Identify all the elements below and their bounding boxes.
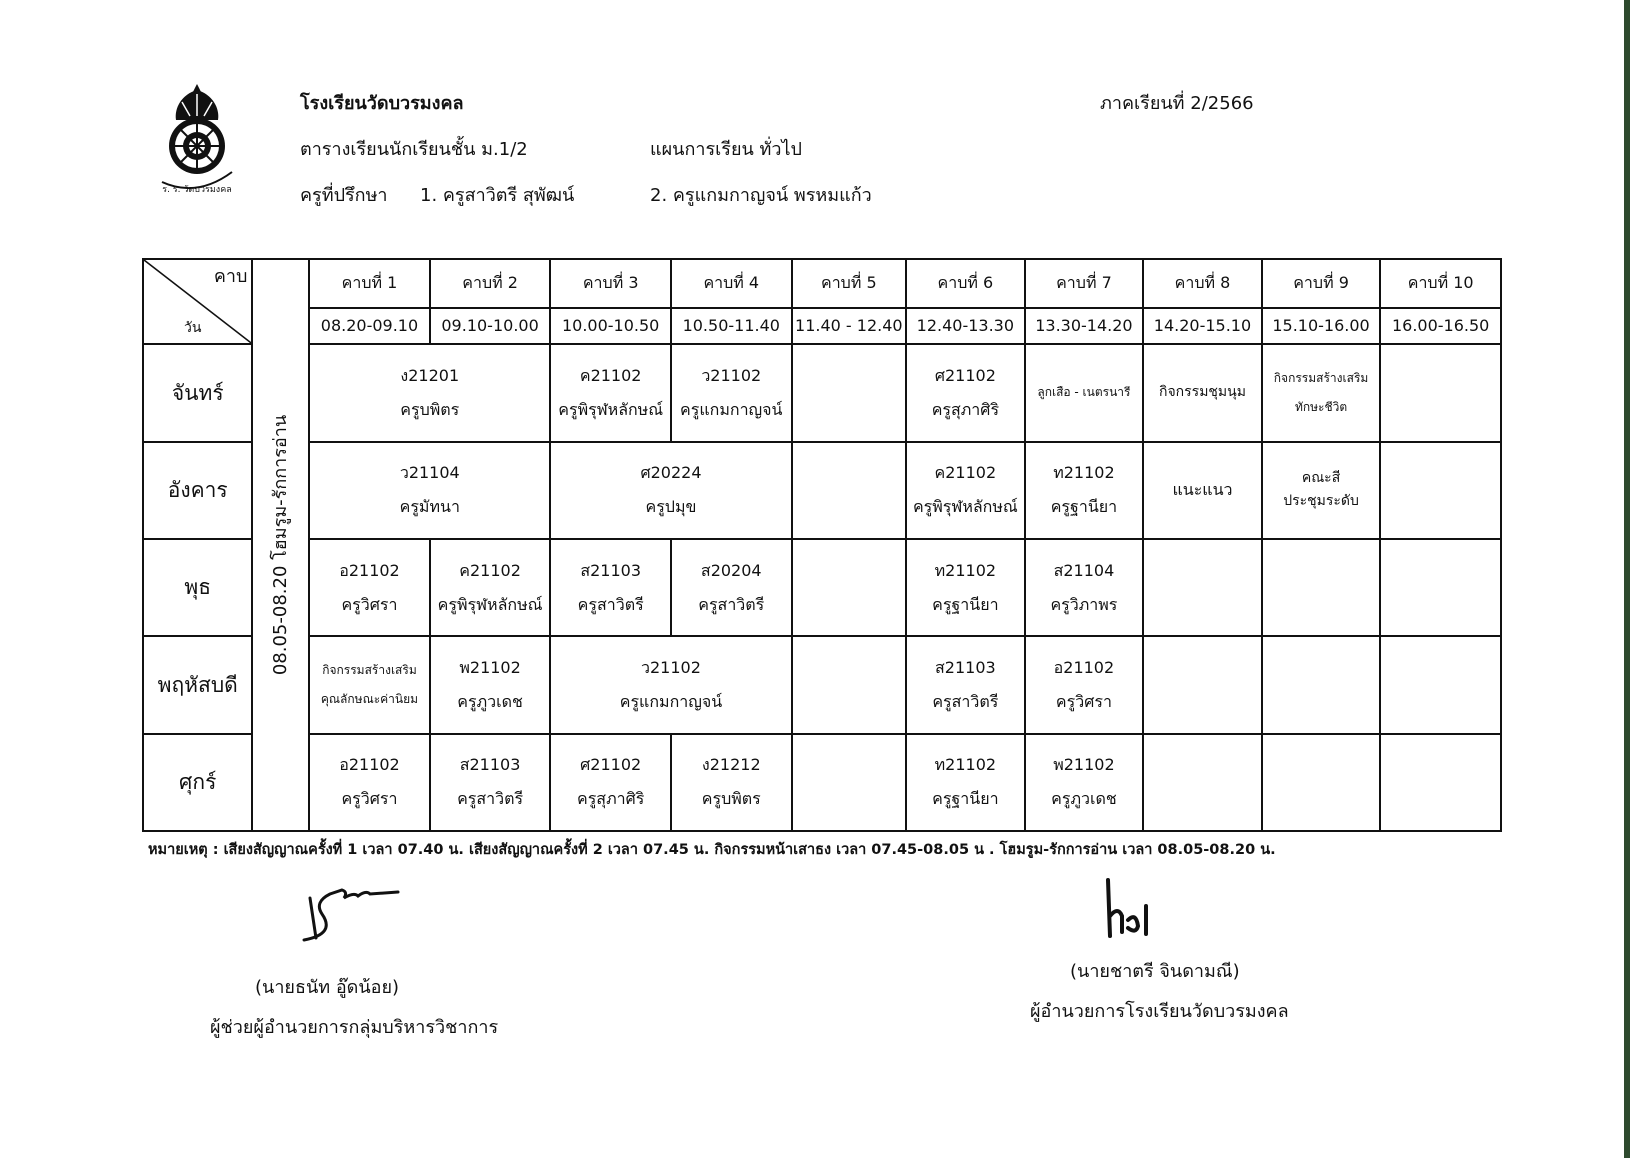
class-cell: ศ20224 ครูปมุข xyxy=(550,442,791,539)
empty-cell xyxy=(1143,636,1262,733)
activity-cell: กิจกรรมชุมนุม xyxy=(1143,344,1262,441)
empty-cell xyxy=(1143,539,1262,636)
period-header: คาบที่ 5 xyxy=(792,259,907,308)
period-header: คาบที่ 6 xyxy=(906,259,1025,308)
period-time: 09.10-10.00 xyxy=(430,308,551,345)
empty-cell xyxy=(1380,734,1501,831)
class-label: ตารางเรียนนักเรียนชั้น ม.1/2 xyxy=(300,139,528,160)
activity-cell: แนะแนว xyxy=(1143,442,1262,539)
class-cell: ว21102 ครูแกมกาญจน์ xyxy=(550,636,791,733)
empty-cell xyxy=(1143,734,1262,831)
empty-cell xyxy=(1262,636,1381,733)
activity-cell: กิจกรรมสร้างเสริม ทักษะชีวิต xyxy=(1262,344,1381,441)
empty-cell xyxy=(1380,344,1501,441)
class-cell: ง21212 ครูบพิตร xyxy=(671,734,792,831)
corner-period-label: คาบ xyxy=(213,266,248,287)
homeroom-label: 08.05-08.20 โฮมรูม-รักการอ่าน xyxy=(269,414,291,676)
class-cell: ค21102 ครูพิรุฬหลักษณ์ xyxy=(430,539,551,636)
left-signer-name: (นายธนัท อู๊ดน้อย) xyxy=(255,977,400,998)
period-header: คาบที่ 4 xyxy=(671,259,792,308)
period-header: คาบที่ 8 xyxy=(1143,259,1262,308)
activity-cell: ลูกเสือ - เนตรนารี xyxy=(1025,344,1144,441)
class-cell: พ21102 ครูภูวเดช xyxy=(430,636,551,733)
class-cell: ค21102 ครูพิรุฬหลักษณ์ xyxy=(550,344,671,441)
class-cell: ว21104 ครูมัทนา xyxy=(309,442,550,539)
left-signer-title: ผู้ช่วยผู้อำนวยการกลุ่มบริหารวิชาการ xyxy=(210,1017,499,1038)
activity-cell: คณะสี ประชุมระดับ xyxy=(1262,442,1381,539)
timetable xyxy=(142,258,1502,832)
plan-label: แผนการเรียน ทั่วไป xyxy=(650,139,802,160)
empty-cell xyxy=(1380,442,1501,539)
page-edge xyxy=(1624,0,1630,1158)
day-label: อังคาร xyxy=(143,442,252,539)
day-label: จันทร์ xyxy=(143,344,252,441)
day-label: พุธ xyxy=(143,539,252,636)
class-cell: พ21102 ครูภูวเดช xyxy=(1025,734,1144,831)
empty-cell xyxy=(792,442,907,539)
class-cell: ท21102 ครูฐานียา xyxy=(906,539,1025,636)
corner-day-label: วัน xyxy=(184,319,202,336)
signature-left xyxy=(296,884,402,948)
logo-text: ร. ร. วัดบวรมงคล xyxy=(162,185,232,195)
class-cell: ท21102 ครูฐานียา xyxy=(1025,442,1144,539)
empty-cell xyxy=(1380,539,1501,636)
class-cell: ง21201 ครูบพิตร xyxy=(309,344,550,441)
class-cell: อ21102 ครูวิศรา xyxy=(309,539,430,636)
day-label: ศุกร์ xyxy=(143,734,252,831)
period-time: 16.00-16.50 xyxy=(1380,308,1501,345)
period-header: คาบที่ 3 xyxy=(550,259,671,308)
class-cell: ศ21102 ครูสุภาศิริ xyxy=(906,344,1025,441)
class-cell: ท21102 ครูฐานียา xyxy=(906,734,1025,831)
period-header: คาบที่ 9 xyxy=(1262,259,1381,308)
empty-cell xyxy=(1380,636,1501,733)
empty-cell xyxy=(1262,734,1381,831)
period-header: คาบที่ 10 xyxy=(1380,259,1501,308)
class-cell: ส21103 ครูสาวิตรี xyxy=(430,734,551,831)
period-time: 13.30-14.20 xyxy=(1025,308,1144,345)
class-cell: ส21103 ครูสาวิตรี xyxy=(550,539,671,636)
term-label: ภาคเรียนที่ 2/2566 xyxy=(1100,93,1254,114)
class-cell: ค21102 ครูพิรุฬหลักษณ์ xyxy=(906,442,1025,539)
signature-right xyxy=(1100,876,1156,940)
class-cell: อ21102 ครูวิศรา xyxy=(1025,636,1144,733)
period-header: คาบที่ 1 xyxy=(309,259,430,308)
period-time: 08.20-09.10 xyxy=(309,308,430,345)
period-header: คาบที่ 2 xyxy=(430,259,551,308)
empty-cell xyxy=(792,344,907,441)
advisor-label: ครูที่ปรึกษา xyxy=(300,185,388,206)
homeroom-cell xyxy=(252,259,309,831)
empty-cell xyxy=(792,539,907,636)
class-cell: ส20204 ครูสาวิตรี xyxy=(671,539,792,636)
period-time: 10.00-10.50 xyxy=(550,308,671,345)
advisor-2: 2. ครูแกมกาญจน์ พรหมแก้ว xyxy=(650,185,872,206)
period-header: คาบที่ 7 xyxy=(1025,259,1144,308)
school-name: โรงเรียนวัดบวรมงคล xyxy=(300,93,464,114)
empty-cell xyxy=(1262,539,1381,636)
footnote: หมายเหตุ : เสียงสัญญาณครั้งที่ 1 เวลา 07.40 น. เสียงสัญญาณครั้งที่ 2 เวลา 07.45 น. กิจกรรมหน้าเสาธง เวลา 07.45-08.05 น . โฮมรูม-รักการอ่าน เวลา 08.05-08.20 น. xyxy=(148,842,1276,858)
right-signer-title: ผู้อำนวยการโรงเรียนวัดบวรมงคล xyxy=(1030,1001,1289,1022)
right-signer-name: (นายชาตรี จินดามณี) xyxy=(1070,961,1240,982)
period-time: 12.40-13.30 xyxy=(906,308,1025,345)
day-label: พฤหัสบดี xyxy=(143,636,252,733)
class-cell: ส21103 ครูสาวิตรี xyxy=(906,636,1025,733)
period-time: 14.20-15.10 xyxy=(1143,308,1262,345)
corner-cell xyxy=(143,259,252,344)
period-time: 11.40 - 12.40 xyxy=(792,308,907,345)
activity-cell: กิจกรรมสร้างเสริม คุณลักษณะค่านิยม xyxy=(309,636,430,733)
class-cell: ศ21102 ครูสุภาศิริ xyxy=(550,734,671,831)
class-cell: ส21104 ครูวิภาพร xyxy=(1025,539,1144,636)
advisor-1: 1. ครูสาวิตรี สุพัฒน์ xyxy=(420,185,575,206)
class-cell: อ21102 ครูวิศรา xyxy=(309,734,430,831)
empty-cell xyxy=(792,734,907,831)
school-logo xyxy=(152,80,242,200)
empty-cell xyxy=(792,636,907,733)
class-cell: ว21102 ครูแกมกาญจน์ xyxy=(671,344,792,441)
period-time: 10.50-11.40 xyxy=(671,308,792,345)
period-time: 15.10-16.00 xyxy=(1262,308,1381,345)
